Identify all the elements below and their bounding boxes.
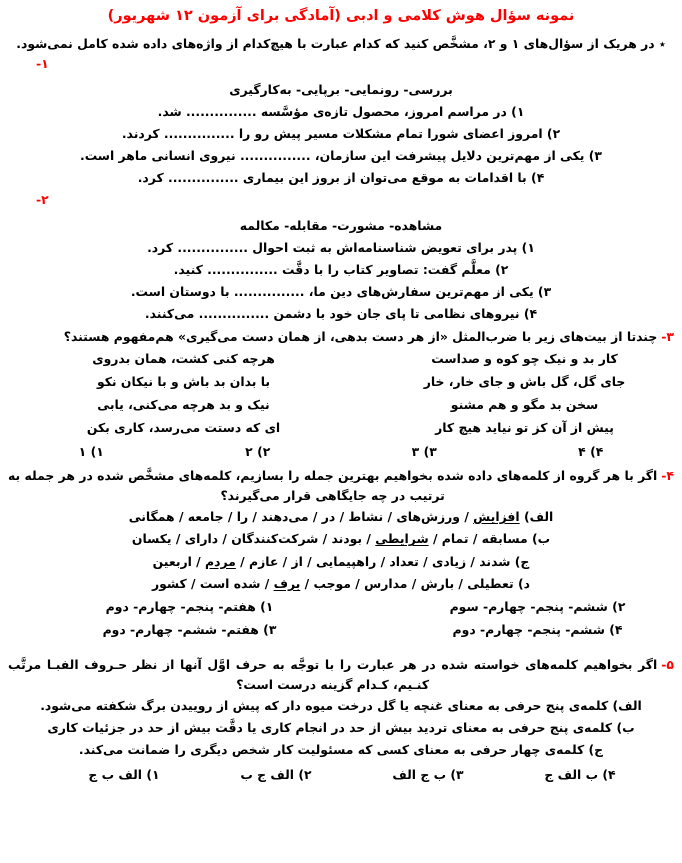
question-4-option-3[interactable]: ۳) هفتم- ششم- چهارم- دوم — [102, 622, 277, 638]
question-2-item-3: ۳) یکی از مهم‌ترین سفارش‌های دین ما، ............... با دوستان است. — [130, 283, 552, 299]
question-4-option-1[interactable]: ۱) هفتم- پنجم- چهارم- دوم — [105, 599, 274, 615]
question-3-option-4[interactable]: ۴) ۴ — [578, 443, 604, 459]
question-2-item-1: ۱) پدر برای تعویض شناسنامه‌اش به ثبت احوال ............... کرد. — [147, 239, 535, 255]
question-4-options-row-1 — [8, 596, 674, 619]
group-jim-before: شدند / زیادی / تعداد / راهپیمایی / از / عازم / — [235, 553, 511, 569]
couplet-row — [8, 348, 674, 371]
question-2-item-4: ۴) نیروهای نظامی تا پای جان خود با دشمن ............... می‌کنند. — [144, 305, 538, 321]
question-5-option-3[interactable]: ۳) ب ج الف — [392, 766, 464, 782]
group-dal-after: / شده است / کشور — [152, 575, 274, 591]
question-4-option-2[interactable]: ۲) ششم- پنجم- چهارم- سوم — [449, 599, 626, 615]
couplet-2-hemistich-2: جای گل، گل باش و جای خار، خار — [423, 374, 626, 389]
couplet-4-hemistich-2: پیش از آن کز تو نیاید هیچ کار — [435, 419, 614, 435]
question-1-item-4: ۴) با اقدامات به موقع می‌توان از بروز این بیماری ............... کرد. — [137, 169, 545, 185]
group-dal-before: تعطیلی / بارش / مدارس / موجب / — [300, 575, 514, 591]
question-4-group-be — [8, 528, 674, 550]
question-5 — [8, 655, 674, 786]
couplet-3-hemistich-1: نیک و بد هرچه می‌کنی، یابی — [97, 396, 270, 412]
question-3-option-1[interactable]: ۱) ۱ — [78, 443, 104, 459]
question-3-heading — [8, 327, 674, 347]
question-4-options — [8, 596, 674, 642]
question-3 — [8, 327, 674, 464]
question-2 — [8, 191, 674, 325]
couplet-1-hemistich-1: هرچه کنی کشت، همان بدروی — [92, 351, 275, 367]
question-5-option-4[interactable]: ۴) ب الف ج — [544, 766, 616, 782]
question-4 — [8, 466, 674, 642]
group-jim-after: / اربعین — [152, 553, 206, 569]
question-2-stem: مشاهده- مشورت- مقابله- مکالمه — [239, 217, 443, 233]
question-1-item-2: ۲) امروز اعضای شورا تمام مشکلات مسیر پیش رو را ............... کردند. — [121, 125, 561, 141]
group-dal-prefix: د) — [513, 575, 530, 591]
question-5-item-be: ب) کلمه‌ی پنج حرفی به معنای تردید بیش از حد در انجام کاری یا دقَّت بیش از حد در جزئیات کاری — [47, 720, 635, 736]
page-title: نمونه سؤال هوش کلامی و ادبی (آمادگی برای آزمون ۱۲ شهریور) — [107, 8, 575, 24]
question-3-number: ۳- — [661, 328, 674, 344]
question-5-heading — [8, 655, 674, 695]
question-5-option-1[interactable]: ۱) الف ب ج — [88, 766, 160, 782]
instruction-line: ٭ در هریک از سؤال‌های ۱ و ۲، مشخَّص کنید که کدام عبارت با هیچ‌کدام از واژه‌های داده شده کامل نمی‌شود. — [16, 35, 666, 51]
question-3-couplets — [8, 348, 674, 440]
group-jim-prefix: ج) — [510, 553, 530, 569]
question-1-stem: بررسی- رونمایی- برپایی- به‌کارگیری — [229, 81, 453, 97]
question-5-number: ۵- — [661, 657, 674, 673]
question-5-item-jim: ج) کلمه‌ی چهار حرفی به معنای کسی که مسئولیت کار شخص دیگری را ضمانت می‌کند. — [78, 742, 604, 758]
question-3-option-3[interactable]: ۳) ۳ — [411, 443, 437, 459]
question-4-heading — [8, 466, 674, 506]
group-alef-underlined-word: افزایش — [473, 508, 520, 524]
couplet-row — [8, 394, 674, 417]
question-4-group-alef — [8, 506, 674, 528]
question-5-option-2[interactable]: ۲) الف ج ب — [240, 766, 312, 782]
question-4-options-row-2 — [8, 619, 674, 642]
group-be-prefix: ب) — [527, 531, 551, 547]
group-alef-prefix: الف) — [519, 508, 554, 524]
question-1 — [8, 55, 674, 189]
question-1-item-1: ۱) در مراسم امروز، محصول تازه‌ی مؤسَّسه ............... شد. — [157, 103, 525, 119]
question-5-item-alef: الف) کلمه‌ی پنج حرفی به معنای غنچه یا گل درخت میوه دار که پیش از روییدن برگ شکفته می‌شود. — [40, 698, 642, 714]
spacer — [8, 644, 674, 655]
question-3-option-2[interactable]: ۲) ۲ — [245, 443, 271, 459]
question-4-option-4[interactable]: ۴) ششم- پنجم- چهارم- دوم — [452, 622, 623, 638]
group-be-underlined-word: شرایطی — [375, 531, 429, 547]
question-4-group-jim — [8, 551, 674, 573]
question-1-item-3: ۳) یکی از مهم‌ترین دلایل پیشرفت این سازمان، ............... نیروی انسانی ماهر است. — [79, 147, 602, 163]
question-2-number: ۲- — [36, 191, 49, 207]
question-5-prompt: اگر بخواهیم کلمه‌های خواسته شده در هر عبارت را با توجَّه به حرف اوَّل آنها از نظر حـروف الفبـا مرتَّب کنـیم، کـدام گزینه درست است؟ — [8, 657, 658, 693]
couplet-1-hemistich-2: کار بد و نیک چو کوه و صداست — [431, 351, 618, 367]
group-dal-underlined-word: برف — [273, 575, 301, 591]
group-be-before: مسابقه / تمام / — [428, 531, 528, 547]
group-jim-underlined-word: مردم — [205, 553, 236, 569]
question-1-number: ۱- — [36, 55, 49, 71]
group-alef-after: / ورزش‌های / نشاط / در / می‌دهند / را / جامعه / همگانی — [128, 508, 474, 524]
question-5-options — [8, 764, 674, 787]
question-3-prompt: چندتا از بیت‌های زیر با ضرب‌المثل «از هر دست بدهی، از همان دست می‌گیری» هم‌مفهوم هستند؟ — [63, 328, 658, 344]
couplet-4-hemistich-1: ای که دستت می‌رسد، کاری بکن — [86, 419, 281, 435]
couplet-row — [8, 417, 674, 440]
couplet-3-hemistich-2: سخن بد مگو و هم مشنو — [450, 396, 599, 412]
question-4-group-dal — [8, 573, 674, 595]
group-be-after: / بودند / شرکت‌کنندگان / دارای / یکسان — [131, 531, 376, 547]
couplet-2-hemistich-1: با بدان بد باش و با نیکان نکو — [96, 374, 271, 389]
question-4-number: ۴- — [661, 467, 674, 483]
question-4-prompt: اگر با هر گروه از کلمه‌های داده شده بخواهیم بهترین جمله را بسازیم، کلمه‌های مشخَّص شده در هر جمله به ترتیب در چه جایگاهی قرار می‌گیرند؟ — [8, 467, 658, 503]
question-2-item-2: ۲) معلَّم گفت: تصاویر کتاب را با دقَّت ............... کنید. — [173, 261, 509, 277]
couplet-row — [8, 371, 674, 394]
question-3-options — [8, 441, 674, 464]
